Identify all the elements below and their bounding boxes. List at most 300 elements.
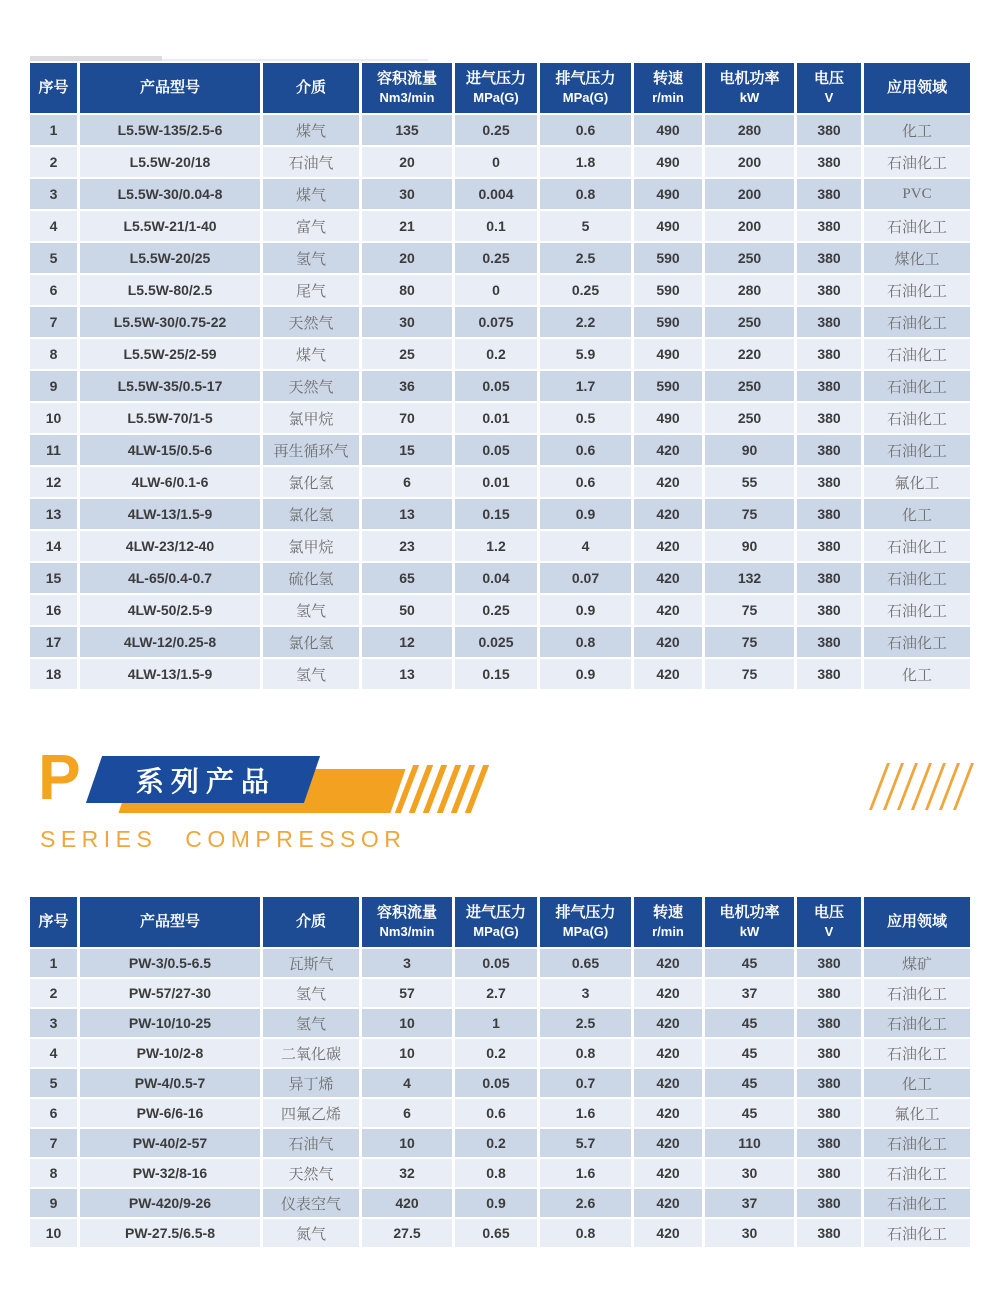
l-series-spec-table xyxy=(27,61,973,691)
cell: 化工 xyxy=(864,499,970,529)
header-cell: 产品型号 xyxy=(80,63,260,113)
cell: 2 xyxy=(30,147,77,177)
header-cell: 应用领域 xyxy=(864,897,970,947)
cell: 420 xyxy=(634,659,702,689)
header-cell: 进气压力 MPa(G) xyxy=(455,897,537,947)
cell: 石油化工 xyxy=(864,147,970,177)
cell: 590 xyxy=(634,275,702,305)
table-row xyxy=(30,949,970,977)
cell: 氮气 xyxy=(263,1219,359,1247)
cell: 0.2 xyxy=(455,339,537,369)
cell: 420 xyxy=(634,1219,702,1247)
cell: 27.5 xyxy=(362,1219,452,1247)
table-row xyxy=(30,435,970,465)
cell: 37 xyxy=(705,1189,794,1217)
cell: 硫化氢 xyxy=(263,563,359,593)
cell: 380 xyxy=(797,307,861,337)
cell: 30 xyxy=(705,1219,794,1247)
header-cell: 容积流量 Nm3/min xyxy=(362,63,452,113)
header-cell: 介质 xyxy=(263,63,359,113)
cell: 天然气 xyxy=(263,1159,359,1187)
cell: 异丁烯 xyxy=(263,1069,359,1097)
cell: L5.5W-20/25 xyxy=(80,243,260,273)
cell: 7 xyxy=(30,1129,77,1157)
cell: 0.8 xyxy=(540,179,631,209)
cell: 380 xyxy=(797,531,861,561)
header-cell: 电机功率 kW xyxy=(705,897,794,947)
cell: 132 xyxy=(705,563,794,593)
cell: 0.15 xyxy=(455,499,537,529)
p-series-spec-table xyxy=(27,895,973,1249)
series-subtitle: SERIES COMPRESSOR xyxy=(40,826,407,852)
table-row xyxy=(30,307,970,337)
cell: 1.6 xyxy=(540,1099,631,1127)
cell: 4LW-13/1.5-9 xyxy=(80,659,260,689)
cell: 石油化工 xyxy=(864,563,970,593)
cell: L5.5W-20/18 xyxy=(80,147,260,177)
cell: 18 xyxy=(30,659,77,689)
cell: 煤气 xyxy=(263,179,359,209)
header-cell: 电压 V xyxy=(797,63,861,113)
cell: 11 xyxy=(30,435,77,465)
cell: 590 xyxy=(634,307,702,337)
cell: 0.6 xyxy=(540,435,631,465)
cell: 15 xyxy=(30,563,77,593)
cell: 75 xyxy=(705,627,794,657)
cell: L5.5W-70/1-5 xyxy=(80,403,260,433)
cell: 氯化氢 xyxy=(263,627,359,657)
cell: 380 xyxy=(797,339,861,369)
cell: 0.6 xyxy=(455,1099,537,1127)
table-row xyxy=(30,275,970,305)
cell: 380 xyxy=(797,243,861,273)
cell: 4 xyxy=(540,531,631,561)
cell: 煤化工 xyxy=(864,243,970,273)
cell: 13 xyxy=(30,499,77,529)
cell: 6 xyxy=(30,1099,77,1127)
table-row xyxy=(30,339,970,369)
cell: 3 xyxy=(362,949,452,977)
cell: 75 xyxy=(705,499,794,529)
cell: 氯甲烷 xyxy=(263,531,359,561)
cell: 10 xyxy=(362,1039,452,1067)
cell: 9 xyxy=(30,1189,77,1217)
cell: 7 xyxy=(30,307,77,337)
cell: 45 xyxy=(705,1039,794,1067)
cell: 32 xyxy=(362,1159,452,1187)
cell: 420 xyxy=(634,563,702,593)
cell: 25 xyxy=(362,339,452,369)
table-row xyxy=(30,1159,970,1187)
cell: 尾气 xyxy=(263,275,359,305)
cell: 0.25 xyxy=(455,595,537,625)
cell: 4LW-12/0.25-8 xyxy=(80,627,260,657)
cell: 30 xyxy=(362,179,452,209)
cell: 0.004 xyxy=(455,179,537,209)
header-cell: 转速 r/min xyxy=(634,63,702,113)
cell: 420 xyxy=(634,1129,702,1157)
table-row xyxy=(30,595,970,625)
cell: 0.5 xyxy=(540,403,631,433)
cell: 0.05 xyxy=(455,949,537,977)
cell: 5 xyxy=(30,1069,77,1097)
cell: 氢气 xyxy=(263,979,359,1007)
cell: 90 xyxy=(705,531,794,561)
cell: PW-32/8-16 xyxy=(80,1159,260,1187)
cell: PW-27.5/6.5-8 xyxy=(80,1219,260,1247)
cell: 380 xyxy=(797,1189,861,1217)
cell: 30 xyxy=(362,307,452,337)
cell: 0.2 xyxy=(455,1129,537,1157)
cell: 135 xyxy=(362,115,452,145)
cell: 420 xyxy=(634,435,702,465)
cell: 380 xyxy=(797,371,861,401)
cell: 70 xyxy=(362,403,452,433)
cell: 4L-65/0.4-0.7 xyxy=(80,563,260,593)
cell: 石油化工 xyxy=(864,1219,970,1247)
cell: L5.5W-35/0.5-17 xyxy=(80,371,260,401)
cell: 380 xyxy=(797,979,861,1007)
header-cell: 序号 xyxy=(30,897,77,947)
cell: 420 xyxy=(634,467,702,497)
cell: 石油化工 xyxy=(864,275,970,305)
table-row xyxy=(30,659,970,689)
table-row xyxy=(30,1039,970,1067)
cell: 石油化工 xyxy=(864,1189,970,1217)
cell: 石油气 xyxy=(263,1129,359,1157)
cell: 石油化工 xyxy=(864,531,970,561)
cell: 380 xyxy=(797,1099,861,1127)
cell: 9 xyxy=(30,371,77,401)
cell: 380 xyxy=(797,1159,861,1187)
cell: 石油化工 xyxy=(864,339,970,369)
slash-decoration xyxy=(404,765,488,813)
cell: 2.6 xyxy=(540,1189,631,1217)
cell: 420 xyxy=(634,595,702,625)
cell: 0.04 xyxy=(455,563,537,593)
cell: 5 xyxy=(540,211,631,241)
cell: 氯化氢 xyxy=(263,499,359,529)
cell: 0.65 xyxy=(540,949,631,977)
table-row xyxy=(30,211,970,241)
cell: 8 xyxy=(30,1159,77,1187)
cell: PW-10/10-25 xyxy=(80,1009,260,1037)
cell: 380 xyxy=(797,115,861,145)
cell: 380 xyxy=(797,499,861,529)
cell: 二氧化碳 xyxy=(263,1039,359,1067)
cell: 氟化工 xyxy=(864,1099,970,1127)
cell: 1.7 xyxy=(540,371,631,401)
cell: 石油化工 xyxy=(864,595,970,625)
cell: 380 xyxy=(797,1129,861,1157)
cell: 15 xyxy=(362,435,452,465)
cell: PVC xyxy=(864,179,970,209)
cell: 煤气 xyxy=(263,339,359,369)
cell: L5.5W-21/1-40 xyxy=(80,211,260,241)
header-cell: 电压 V xyxy=(797,897,861,947)
cell: 5.9 xyxy=(540,339,631,369)
cell: 250 xyxy=(705,371,794,401)
header-cell: 产品型号 xyxy=(80,897,260,947)
cell: 16 xyxy=(30,595,77,625)
header-cell: 应用领域 xyxy=(864,63,970,113)
cell: 6 xyxy=(362,1099,452,1127)
cell: 0.1 xyxy=(455,211,537,241)
cell: 21 xyxy=(362,211,452,241)
cell: 0.01 xyxy=(455,403,537,433)
cell: 3 xyxy=(540,979,631,1007)
cell: 3 xyxy=(30,1009,77,1037)
header-cell: 转速 r/min xyxy=(634,897,702,947)
cell: 23 xyxy=(362,531,452,561)
cell: 250 xyxy=(705,243,794,273)
series-letter: P xyxy=(38,741,81,813)
cell: 0.8 xyxy=(540,1039,631,1067)
cell: 14 xyxy=(30,531,77,561)
cell: 590 xyxy=(634,243,702,273)
cell: 石油化工 xyxy=(864,1159,970,1187)
cell: 4LW-15/0.5-6 xyxy=(80,435,260,465)
cell: 1.2 xyxy=(455,531,537,561)
table-row xyxy=(30,1069,970,1097)
cell: 250 xyxy=(705,307,794,337)
cell: 石油化工 xyxy=(864,979,970,1007)
table-row xyxy=(30,371,970,401)
cell: 380 xyxy=(797,1219,861,1247)
cell: 2.2 xyxy=(540,307,631,337)
cell: 380 xyxy=(797,659,861,689)
cell: 氯化氢 xyxy=(263,467,359,497)
cell: 200 xyxy=(705,179,794,209)
cell: 10 xyxy=(362,1129,452,1157)
cell: 4LW-6/0.1-6 xyxy=(80,467,260,497)
cell: PW-3/0.5-6.5 xyxy=(80,949,260,977)
table-row xyxy=(30,147,970,177)
cell: 380 xyxy=(797,275,861,305)
cell: PW-57/27-30 xyxy=(80,979,260,1007)
cell: 5.7 xyxy=(540,1129,631,1157)
cell: 0.8 xyxy=(540,1219,631,1247)
banner-title-shape xyxy=(86,756,320,803)
cell: 380 xyxy=(797,595,861,625)
cell: 石油化工 xyxy=(864,307,970,337)
cell: 37 xyxy=(705,979,794,1007)
cell: 仪表空气 xyxy=(263,1189,359,1217)
cell: 420 xyxy=(634,627,702,657)
cell: 57 xyxy=(362,979,452,1007)
cell: L5.5W-80/2.5 xyxy=(80,275,260,305)
cell: 氢气 xyxy=(263,659,359,689)
cell: 4 xyxy=(362,1069,452,1097)
cell: 420 xyxy=(634,1039,702,1067)
table-row xyxy=(30,179,970,209)
table-row xyxy=(30,1219,970,1247)
cell: 0.05 xyxy=(455,1069,537,1097)
table-row xyxy=(30,979,970,1007)
cell: 0 xyxy=(455,147,537,177)
cell: 12 xyxy=(30,467,77,497)
header-cell: 排气压力 MPa(G) xyxy=(540,897,631,947)
cell: 1.8 xyxy=(540,147,631,177)
cell: 石油化工 xyxy=(864,211,970,241)
cell: 20 xyxy=(362,147,452,177)
cell: 8 xyxy=(30,339,77,369)
cell: 590 xyxy=(634,371,702,401)
cell: 6 xyxy=(362,467,452,497)
cell: L5.5W-135/2.5-6 xyxy=(80,115,260,145)
cell: 0.025 xyxy=(455,627,537,657)
cell: 0.8 xyxy=(540,627,631,657)
slash-decoration-right xyxy=(878,763,976,810)
cell: 5 xyxy=(30,243,77,273)
cell: 80 xyxy=(362,275,452,305)
cell: 石油化工 xyxy=(864,1129,970,1157)
banner-title: 系列产品 xyxy=(136,765,277,797)
cell: 煤气 xyxy=(263,115,359,145)
cell: 石油化工 xyxy=(864,403,970,433)
cell: 0.25 xyxy=(455,243,537,273)
cell: 1 xyxy=(30,115,77,145)
table-row xyxy=(30,1009,970,1037)
cell: 280 xyxy=(705,115,794,145)
cell: 0.25 xyxy=(455,115,537,145)
cell: 380 xyxy=(797,1069,861,1097)
cell: 石油化工 xyxy=(864,1009,970,1037)
cell: 90 xyxy=(705,435,794,465)
cell: 石油化工 xyxy=(864,371,970,401)
table-row xyxy=(30,531,970,561)
cell: 0.6 xyxy=(540,115,631,145)
cell: 石油化工 xyxy=(864,627,970,657)
cell: 0.01 xyxy=(455,467,537,497)
table-row xyxy=(30,499,970,529)
cell: 0.9 xyxy=(540,659,631,689)
cell: 420 xyxy=(634,531,702,561)
cell: 110 xyxy=(705,1129,794,1157)
table-row xyxy=(30,1129,970,1157)
cell: 氢气 xyxy=(263,595,359,625)
cell: 富气 xyxy=(263,211,359,241)
header-row xyxy=(30,897,970,947)
cell: 490 xyxy=(634,147,702,177)
cell: 380 xyxy=(797,563,861,593)
cell: 0.7 xyxy=(540,1069,631,1097)
cell: 380 xyxy=(797,211,861,241)
cell: 2 xyxy=(30,979,77,1007)
cell: 石油气 xyxy=(263,147,359,177)
cell: 490 xyxy=(634,179,702,209)
cell: 10 xyxy=(30,1219,77,1247)
cell: 420 xyxy=(634,1159,702,1187)
cell: PW-420/9-26 xyxy=(80,1189,260,1217)
cell: 2.7 xyxy=(455,979,537,1007)
cell: PW-40/2-57 xyxy=(80,1129,260,1157)
cell: 氯甲烷 xyxy=(263,403,359,433)
cell: 1 xyxy=(30,949,77,977)
cell: 75 xyxy=(705,659,794,689)
cell: 瓦斯气 xyxy=(263,949,359,977)
cell: 0.9 xyxy=(540,499,631,529)
cell: 45 xyxy=(705,949,794,977)
cell: 20 xyxy=(362,243,452,273)
cell: 1 xyxy=(455,1009,537,1037)
cell: 420 xyxy=(634,1189,702,1217)
cell: 420 xyxy=(634,979,702,1007)
cell: 200 xyxy=(705,211,794,241)
cell: 煤矿 xyxy=(864,949,970,977)
cell: 45 xyxy=(705,1099,794,1127)
header-cell: 容积流量 Nm3/min xyxy=(362,897,452,947)
cell: 420 xyxy=(634,1099,702,1127)
cell: 4LW-13/1.5-9 xyxy=(80,499,260,529)
cell: 3 xyxy=(30,179,77,209)
cell: 0.9 xyxy=(540,595,631,625)
cell: 氟化工 xyxy=(864,467,970,497)
cell: 280 xyxy=(705,275,794,305)
cell: 0.2 xyxy=(455,1039,537,1067)
cell: 45 xyxy=(705,1069,794,1097)
cell: 0.05 xyxy=(455,435,537,465)
cell: 12 xyxy=(362,627,452,657)
cell: 再生循环气 xyxy=(263,435,359,465)
cell: 0.9 xyxy=(455,1189,537,1217)
cell: 0.6 xyxy=(540,467,631,497)
cell: 420 xyxy=(634,949,702,977)
table-row xyxy=(30,1189,970,1217)
header-cell: 进气压力 MPa(G) xyxy=(455,63,537,113)
cell: 4LW-23/12-40 xyxy=(80,531,260,561)
header-cell: 序号 xyxy=(30,63,77,113)
cell: 380 xyxy=(797,1009,861,1037)
cell: 250 xyxy=(705,403,794,433)
cell: 490 xyxy=(634,403,702,433)
cell: 0.15 xyxy=(455,659,537,689)
cell: 4LW-50/2.5-9 xyxy=(80,595,260,625)
cell: 石油化工 xyxy=(864,435,970,465)
cell: 30 xyxy=(705,1159,794,1187)
cell: 石油化工 xyxy=(864,1039,970,1067)
table-row xyxy=(30,563,970,593)
cell: 420 xyxy=(362,1189,452,1217)
cell: 4 xyxy=(30,1039,77,1067)
cell: 490 xyxy=(634,211,702,241)
cell: 2.5 xyxy=(540,243,631,273)
cell: 55 xyxy=(705,467,794,497)
cell: L5.5W-30/0.75-22 xyxy=(80,307,260,337)
cell: 380 xyxy=(797,627,861,657)
cell: 380 xyxy=(797,179,861,209)
header-cell: 介质 xyxy=(263,897,359,947)
header-row xyxy=(30,63,970,113)
cell: 天然气 xyxy=(263,307,359,337)
cell: 220 xyxy=(705,339,794,369)
cell: 10 xyxy=(362,1009,452,1037)
cell: 45 xyxy=(705,1009,794,1037)
cell: 490 xyxy=(634,115,702,145)
header-cell: 电机功率 kW xyxy=(705,63,794,113)
table-row xyxy=(30,403,970,433)
cell: 氢气 xyxy=(263,1009,359,1037)
cell: 0.07 xyxy=(540,563,631,593)
cell: 天然气 xyxy=(263,371,359,401)
cell: 0.65 xyxy=(455,1219,537,1247)
cell: 6 xyxy=(30,275,77,305)
cell: 36 xyxy=(362,371,452,401)
cell: 10 xyxy=(30,403,77,433)
cell: 50 xyxy=(362,595,452,625)
cell: 75 xyxy=(705,595,794,625)
cell: 0.075 xyxy=(455,307,537,337)
